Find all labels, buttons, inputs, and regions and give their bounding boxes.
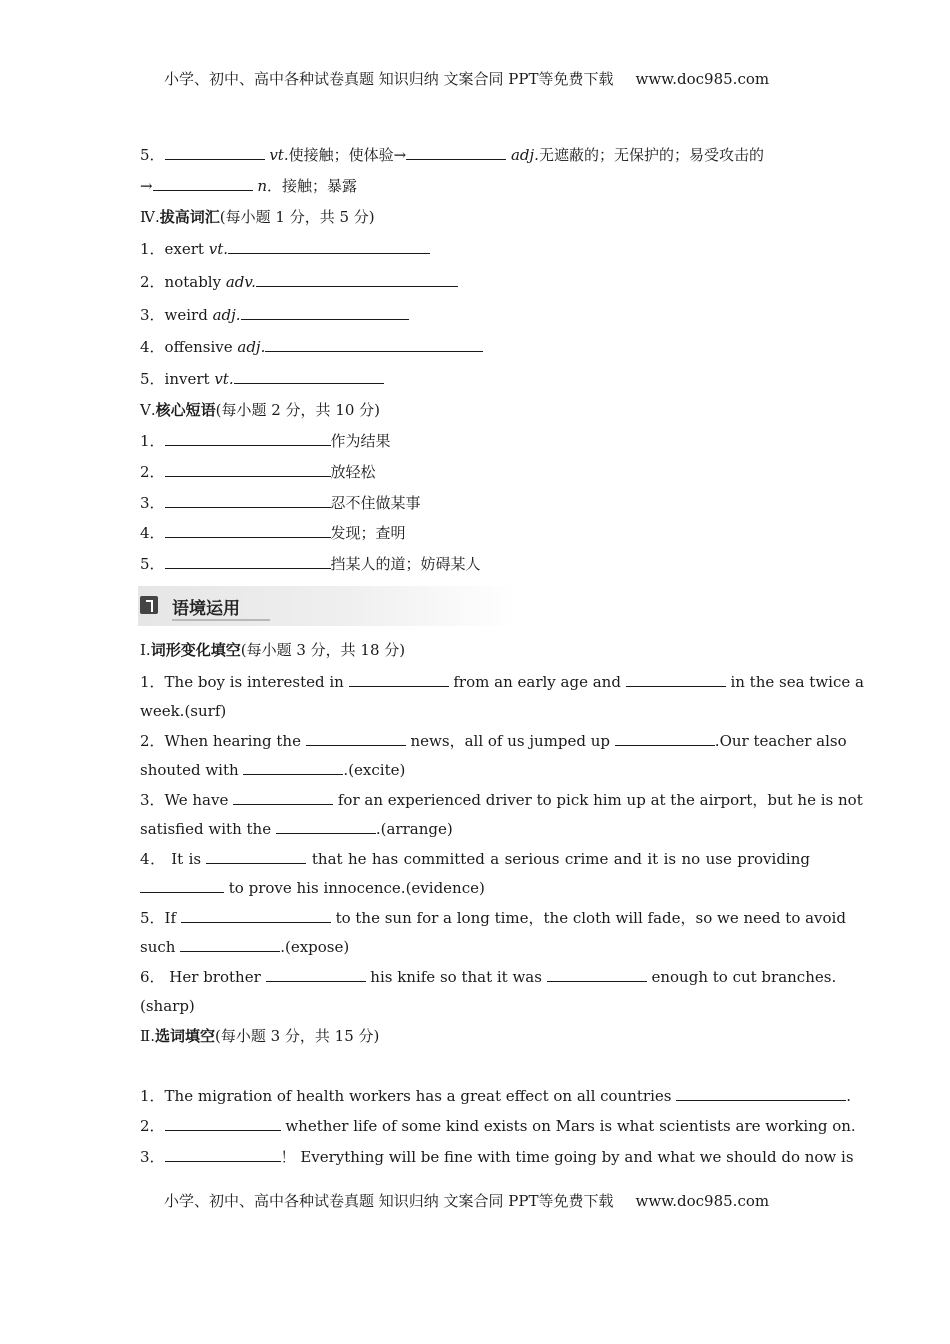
blank[interactable] [241, 305, 409, 320]
blank[interactable] [165, 554, 331, 569]
list-item: 5．invert vt. [140, 369, 810, 389]
page-header [164, 68, 769, 89]
list-item: 2． 放轻松 [140, 463, 376, 481]
blank[interactable] [615, 731, 715, 746]
blank[interactable] [206, 849, 306, 864]
blank[interactable] [153, 176, 253, 191]
blank[interactable] [276, 819, 376, 834]
vocab-item-5-cont: → n．接触；暴露 [140, 177, 358, 195]
blank[interactable] [228, 239, 430, 254]
question-1-cont: week.(surf) [140, 702, 227, 720]
blank[interactable] [165, 431, 331, 446]
blank[interactable] [180, 937, 280, 952]
section4-heading: Ⅳ.拔高词汇(每小题 1 分，共 5 分) [140, 208, 375, 226]
banner-title: 语境运用 [172, 594, 270, 621]
partII-heading: Ⅱ.选词填空(每小题 3 分，共 15 分) [140, 1027, 380, 1045]
list-item: 4．offensive adj. [140, 337, 810, 357]
question-2: 2．When hearing the news，all of us jumped up .Our teacher also [140, 732, 847, 750]
blank[interactable] [165, 462, 331, 477]
blank[interactable] [165, 1116, 281, 1131]
list-item: 1．exert vt. [140, 239, 810, 259]
blank[interactable] [256, 272, 458, 287]
section-banner [138, 586, 518, 626]
blank[interactable] [234, 369, 384, 384]
blank[interactable] [165, 493, 331, 508]
question-4: 4． It is that he has committed a serious crime and it is no use providing [140, 850, 810, 868]
question-6: 6． Her brother his knife so that it was enough to cut branches. [140, 968, 837, 986]
question-6-cont: (sharp) [140, 997, 195, 1015]
blank[interactable] [265, 337, 483, 352]
list-item: 3． 忍不住做某事 [140, 494, 421, 512]
blank[interactable] [306, 731, 406, 746]
blank[interactable] [165, 523, 331, 538]
vocab-item-5: 5． vt.使接触；使体验→ adj.无遮蔽的；无保护的；易受攻击的 [140, 146, 764, 164]
blank[interactable] [547, 967, 647, 982]
list-item: 3．weird adj. [140, 305, 810, 325]
bookmark-icon [140, 596, 158, 614]
blank[interactable] [233, 790, 333, 805]
blank[interactable] [165, 1147, 281, 1162]
list-item: 5． 挡某人的道；妨碍某人 [140, 555, 481, 573]
question-3: 3． ！ Everything will be fine with time going by and what we should do now is [140, 1148, 854, 1166]
partI-heading: Ⅰ.词形变化填空(每小题 3 分，共 18 分) [140, 641, 406, 659]
question-3-cont: satisfied with the .(arrange) [140, 820, 453, 838]
question-4-cont: to prove his innocence.(evidence) [140, 878, 810, 898]
question-2-cont: shouted with .(excite) [140, 761, 406, 779]
blank[interactable] [406, 145, 506, 160]
section5-heading: Ⅴ.核心短语(每小题 2 分，共 10 分) [140, 401, 381, 419]
blank[interactable] [165, 145, 265, 160]
question-3: 3．We have for an experienced driver to pick him up at the airport，but he is not [140, 791, 863, 809]
blank[interactable] [266, 967, 366, 982]
list-item: 4． 发现；查明 [140, 524, 406, 542]
footer-text: 小学、初中、高中各种试卷真题 知识归纳 文案合同 PPT等免费下载 [164, 1192, 614, 1210]
question-2: 2． whether life of some kind exists on Mars is what scientists are working on. [140, 1117, 856, 1135]
blank[interactable] [349, 672, 449, 687]
question-5: 5．If to the sun for a long time，the cloth will fade，so we need to avoid [140, 909, 846, 927]
question-1: 1．The boy is interested in from an early age and in the sea twice a [140, 673, 864, 691]
blank[interactable] [181, 908, 331, 923]
blank[interactable] [626, 672, 726, 687]
page-footer [164, 1190, 769, 1211]
footer-site[interactable]: www.doc985.com [635, 1192, 770, 1210]
blank[interactable] [676, 1086, 846, 1101]
header-text: 小学、初中、高中各种试卷真题 知识归纳 文案合同 PPT等免费下载 [164, 70, 614, 88]
blank[interactable] [243, 760, 343, 775]
header-site[interactable]: www.doc985.com [635, 70, 770, 88]
blank[interactable] [140, 878, 224, 893]
question-1: 1．The migration of health workers has a great effect on all countries . [140, 1087, 852, 1105]
list-item: 1． 作为结果 [140, 432, 391, 450]
question-5-cont: such .(expose) [140, 938, 350, 956]
list-item: 2．notably adv. [140, 272, 810, 292]
